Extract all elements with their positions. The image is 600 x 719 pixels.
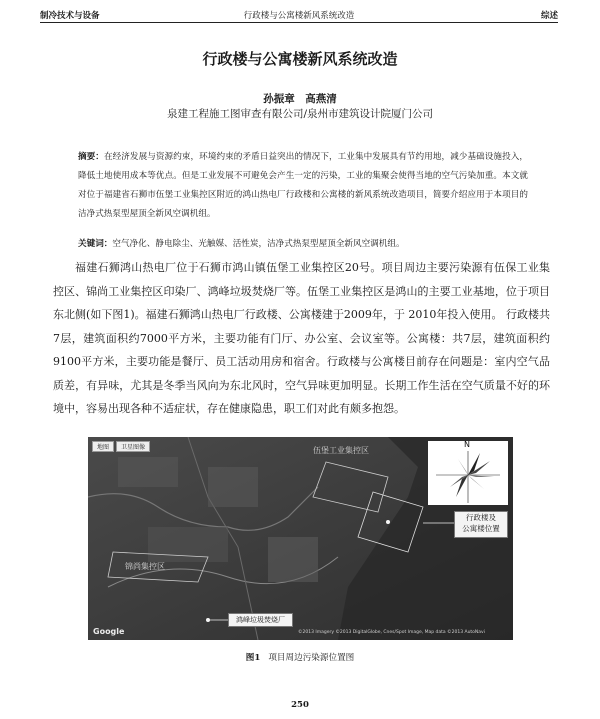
keywords-label: 关键词： xyxy=(78,239,113,249)
header-section: 综述 xyxy=(540,11,558,21)
map-type-map-button: 地图 xyxy=(92,441,114,452)
abstract xyxy=(78,148,528,224)
figure-caption-text: 项目周边污染源位置图 xyxy=(268,653,355,663)
article-title: 行政楼与公寓楼新风系统改造 xyxy=(202,50,398,68)
callout-incinerator: 鸿峰垃圾焚烧厂 xyxy=(228,613,293,627)
wind-rose-compass xyxy=(428,441,508,505)
zone-label-wubao: 伍堡工业集控区 xyxy=(313,446,369,455)
callout-admin-line2: 公寓楼位置 xyxy=(462,524,500,533)
wind-rose-icon xyxy=(428,441,508,505)
figure-caption-label: 图1 xyxy=(245,653,261,663)
zone-label-jinshang: 锦尚集控区 xyxy=(125,562,165,571)
header-journal-name: 制冷技术与设备 xyxy=(40,11,100,21)
keywords-text: 空气净化、静电除尘、光触媒、活性炭，洁净式热泵型屋顶全新风空调机组。 xyxy=(112,239,405,249)
abstract-text: 在经济发展与资源约束，环境约束的矛盾日益突出的情况下，工业集中发展具有节约用地，减少基础设施投入，降低土地使用成本等优点。但是工业发展不可避免会产生一定的污染，工业的集聚会使得当地的空气污染加重。本文就对位于福建省石狮市伍堡工业集控区附近的鸿山热电厂行政楼和公寓楼的新风系统改造项目，简要介绍应用于本项目的洁净式热泵型屋顶全新风空调机组。 xyxy=(78,152,528,219)
map-copyright: ©2013 Imagery ©2013 DigitalGlobe, Cnes/Spot Image, Map data ©2013 AutoNavi xyxy=(298,630,485,635)
map-toolbar xyxy=(92,441,150,452)
callout-admin-line1: 行政楼及 xyxy=(466,513,496,522)
abstract-label: 摘要： xyxy=(78,152,104,162)
affiliation: 泉建工程施工图审查有限公司/泉州市建筑设计院厦门公司 xyxy=(166,108,434,120)
keywords xyxy=(78,237,528,251)
map-figure xyxy=(88,437,513,640)
page-number: 250 xyxy=(291,700,309,710)
map-type-satellite-button: 卫星图像 xyxy=(116,441,150,452)
body-paragraph: 福建石狮鸿山热电厂位于石狮市鸿山镇伍堡工业集控区20号。项目周边主要污染源有伍保工业集控区、锦尚工业集控区印染厂、鸿峰垃圾焚烧厂等。伍堡工业集控区是鸿山的主要工业基地，位于项目东北侧(如下图1)。福建石狮鸿山热电厂行政楼、公寓楼建于2009年，于 2010年投入使用。 行政楼共7层，建筑面积约7000平方米，主要功能有门厅、办公室、会议室等。公寓楼：共7层，建筑面积约9100平方米，主要功能是餐厅、员工活动用房和宿舍。行政楼与公寓楼目前存在问题是：室内空气品质差，有异味，尤其是冬季当风向为东北风时，空气异味更加明显。长期工作生活在空气质量不好的环境中，容易出现各种不适症状，存在健康隐患，职工们对此有颇多抱怨。 xyxy=(53,261,550,415)
compass-north-label: N xyxy=(464,440,470,449)
header-article-title: 行政楼与公寓楼新风系统改造 xyxy=(243,11,355,21)
figure-caption xyxy=(0,651,600,663)
google-logo: Google xyxy=(93,627,125,636)
authors: 孙振章 高燕清 xyxy=(263,93,337,105)
running-header xyxy=(40,8,558,23)
callout-admin-building xyxy=(454,511,508,538)
